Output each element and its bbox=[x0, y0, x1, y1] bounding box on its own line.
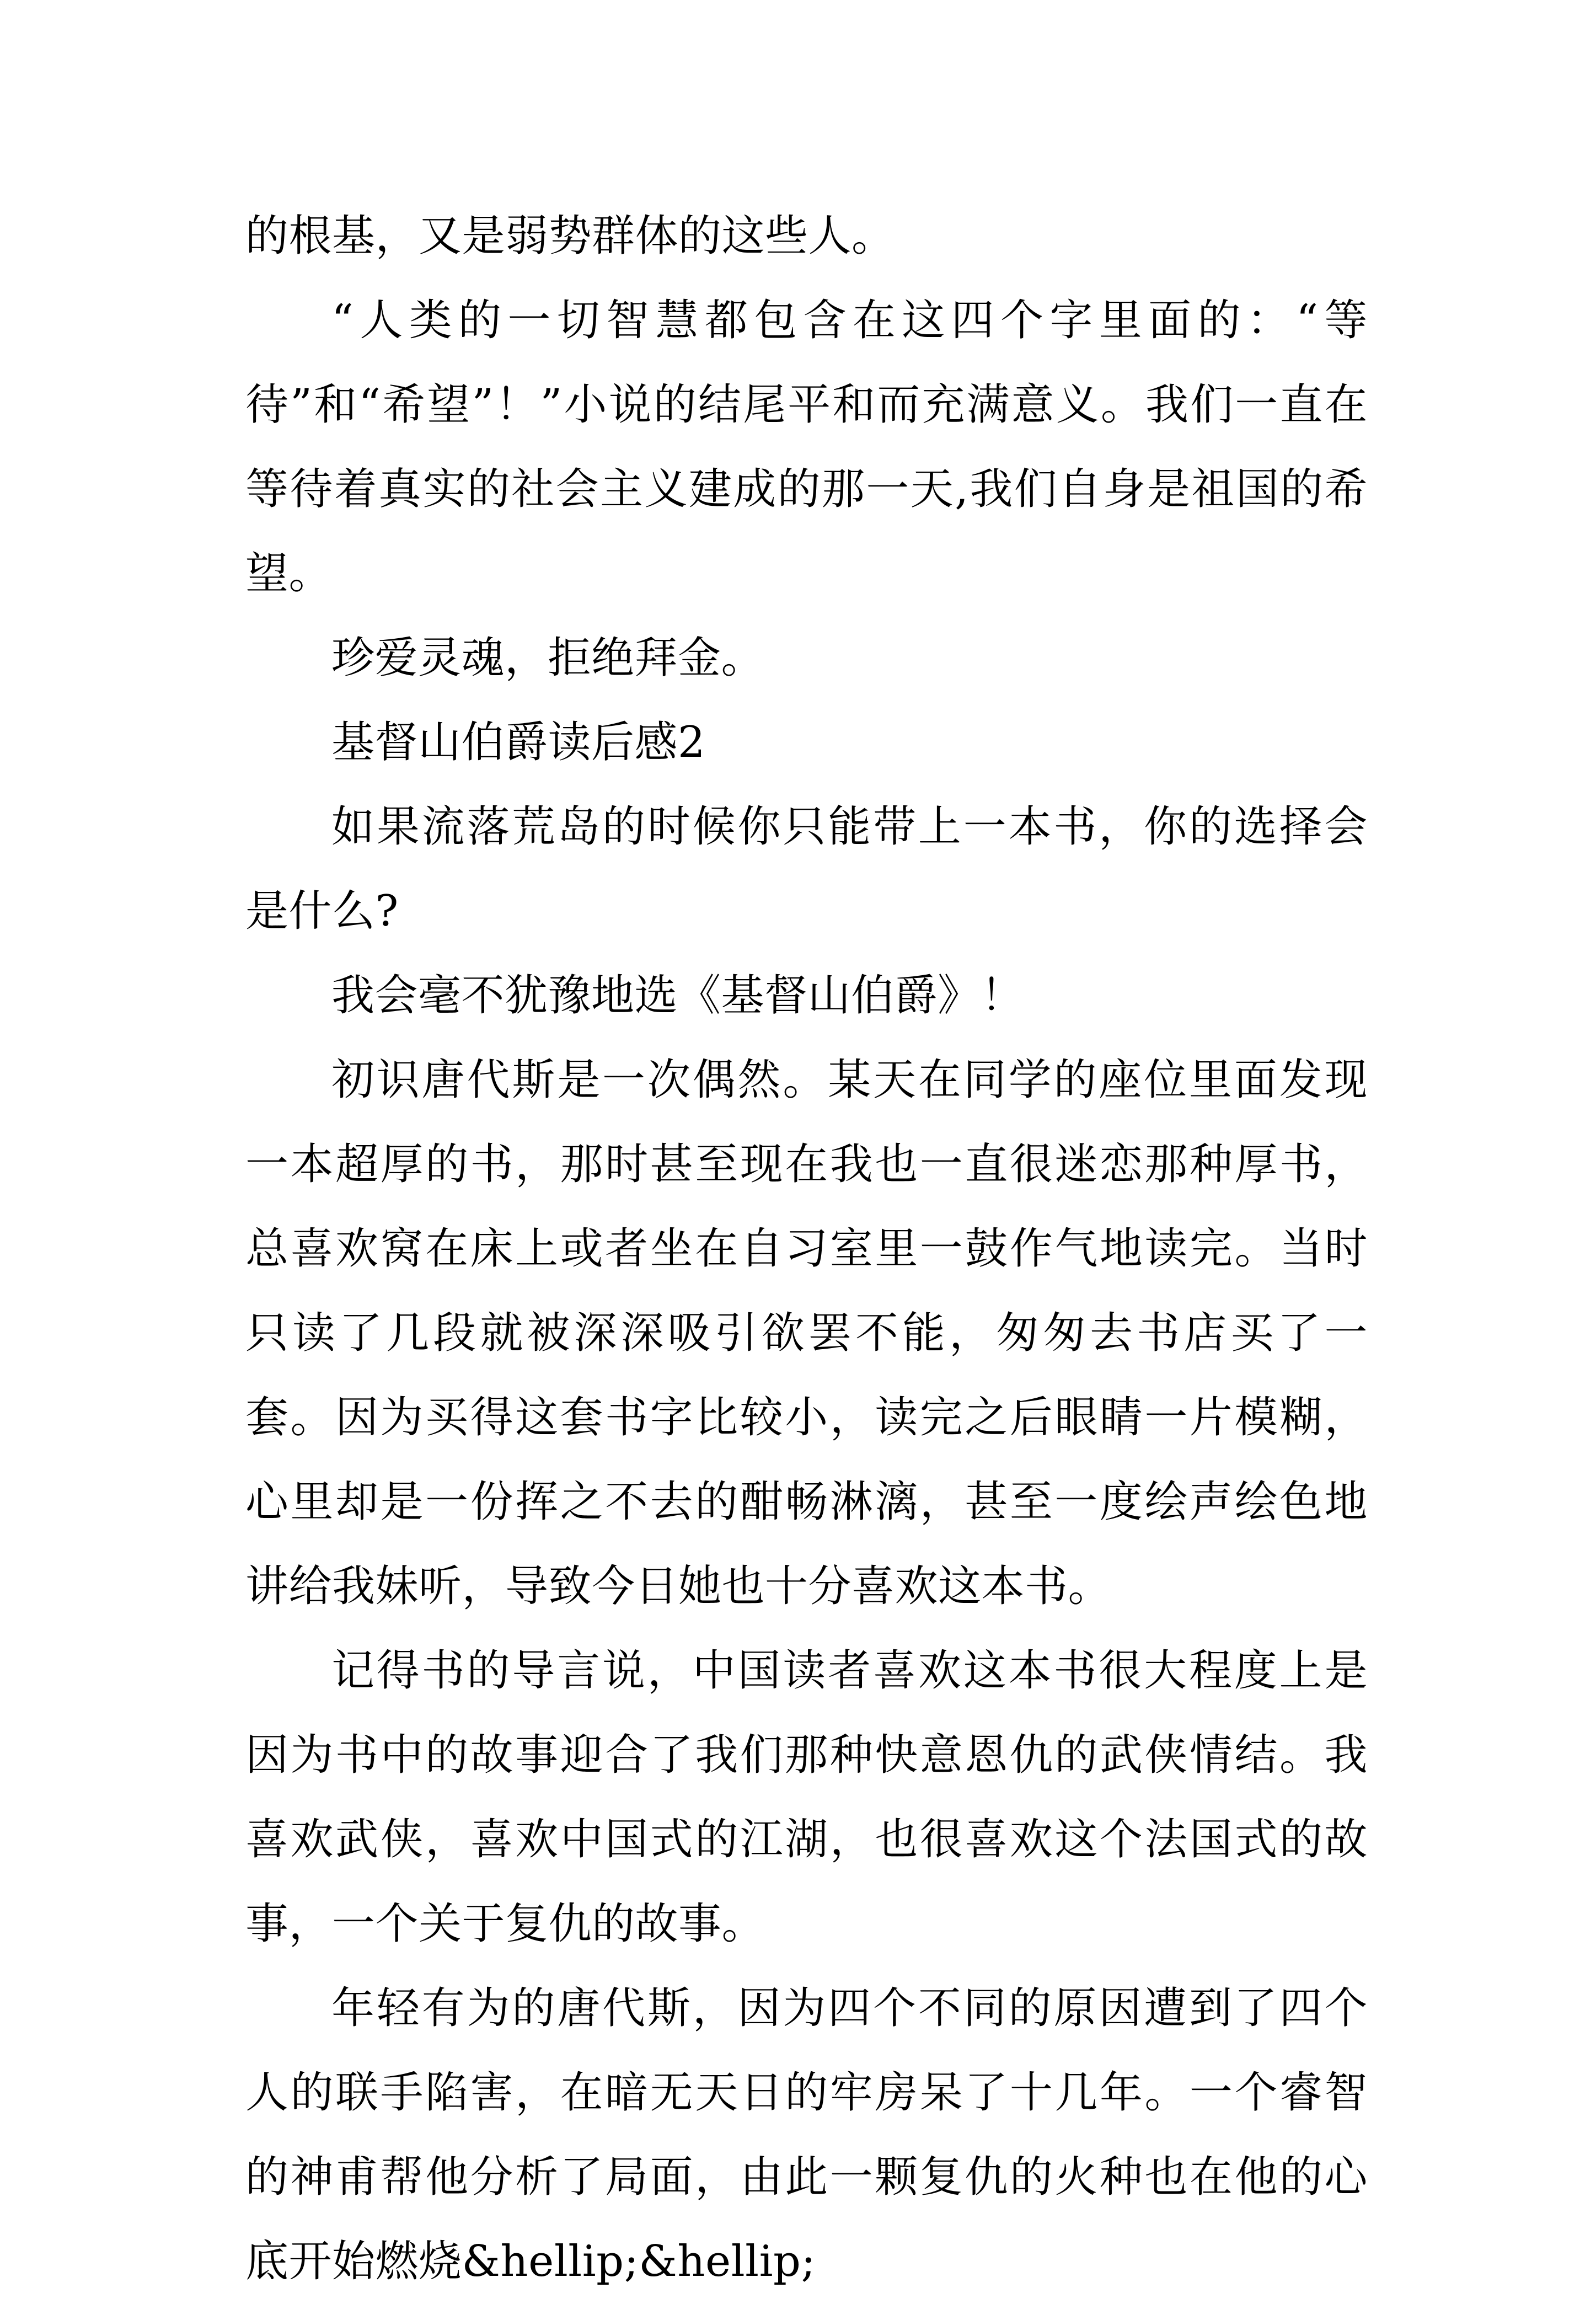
paragraph-4: 如果流落荒岛的时候你只能带上一本书，你的选择会是什么? bbox=[245, 802, 1368, 936]
paragraph-1: 的根基，又是弱势群体的这些人。 bbox=[245, 211, 895, 261]
paragraph-5: 我会毫不犹豫地选《基督山伯爵》！ bbox=[331, 971, 1025, 1020]
paragraph-2: “人类的一切智慧都包含在这四个字里面的：“等待”和“希望”！”小说的结尾平和而充满意义。我们一直在等待着真实的社会主义建成的那一天,我们自身是祖国的希望。 bbox=[245, 296, 1368, 598]
paragraph-8: 年轻有为的唐代斯，因为四个不同的原因遭到了四个人的联手陷害，在暗无天日的牢房呆了十几年。一个睿智的神甫帮他分析了局面，由此一颗复仇的火种也在他的心底开始燃烧&hellip;&hellip; bbox=[245, 1984, 1368, 2286]
paragraph-7: 记得书的导言说，中国读者喜欢这本书很大程度上是因为书中的故事迎合了我们那种快意恩仇的武侠情结。我喜欢武侠，喜欢中国式的江湖，也很喜欢这个法国式的故事，一个关于复仇的故事。 bbox=[245, 1646, 1368, 1949]
document-body bbox=[245, 194, 1368, 2304]
section-heading: 基督山伯爵读后感2 bbox=[331, 718, 706, 767]
paragraph-6: 初识唐代斯是一次偶然。某天在同学的座位里面发现一本超厚的书，那时甚至现在我也一直很迷恋那种厚书，总喜欢窝在床上或者坐在自习室里一鼓作气地读完。当时只读了几段就被深深吸引欲罢不能，匆匆去书店买了一套。因为买得这套书字比较小，读完之后眼睛一片模糊，心里却是一份挥之不去的酣畅淋漓，甚至一度绘声绘色地讲给我妹听，导致今日她也十分喜欢这本书。 bbox=[245, 1055, 1368, 1611]
paragraph-3: 珍爱灵魂，拒绝拜金。 bbox=[331, 633, 765, 683]
